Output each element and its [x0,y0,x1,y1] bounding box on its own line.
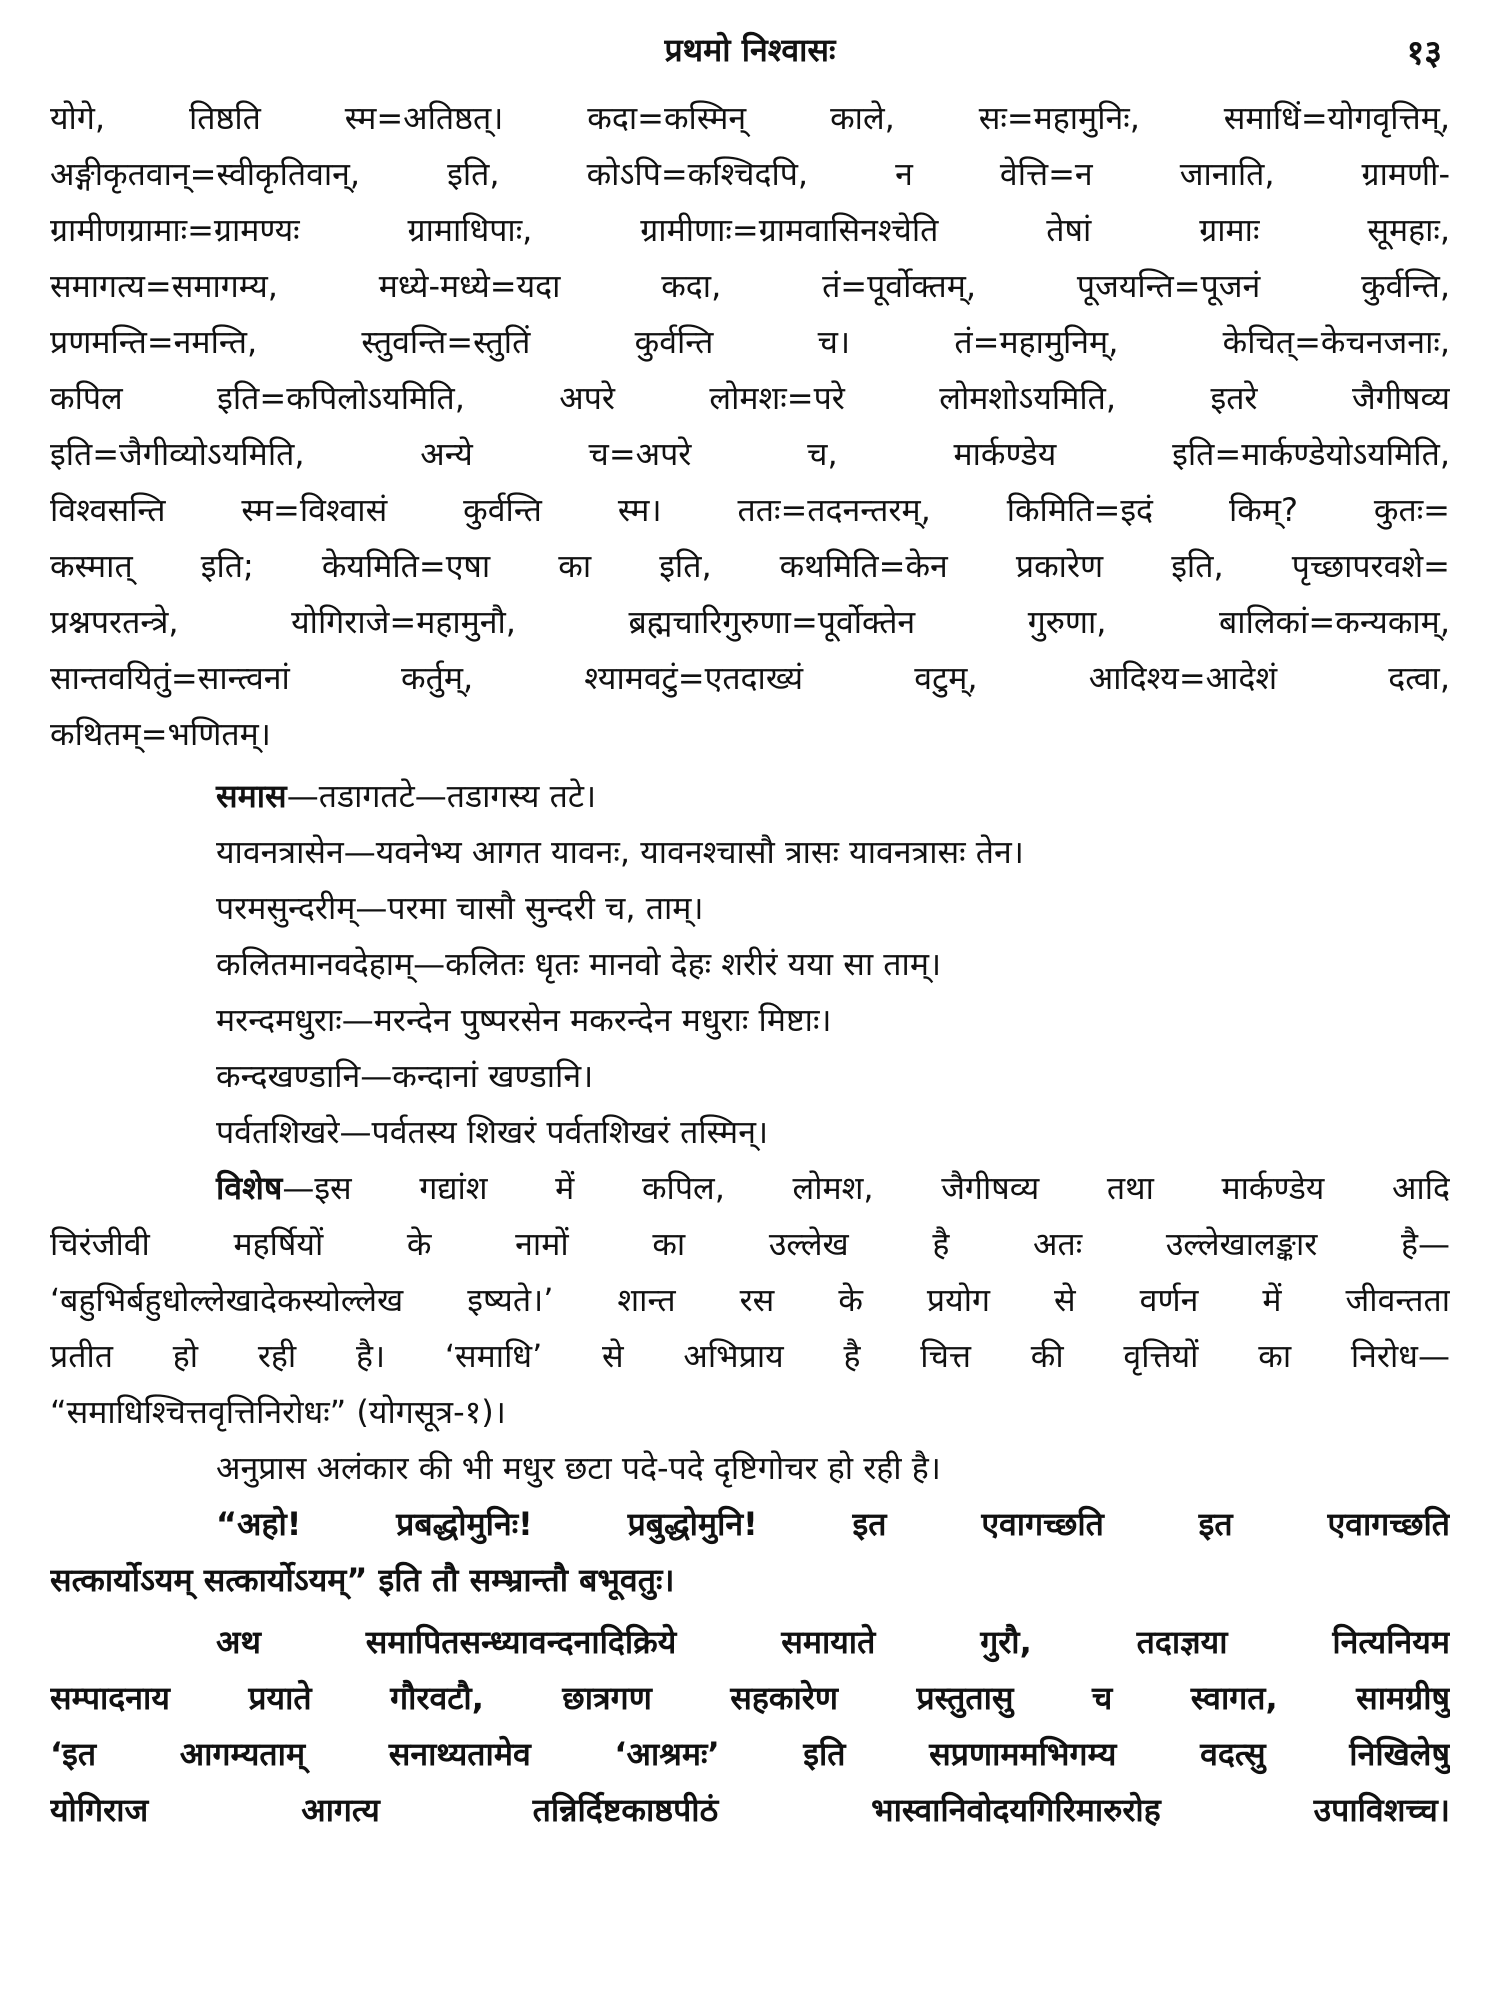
quote-section [50,1496,1450,1608]
commentary-line: विश्वसन्ति स्म=विश्वासं कुर्वन्ति स्म। ततः=तदनन्तरम्, किमिति=इदं किम्? कुतः= [50,491,1450,529]
vishesh-section [50,1160,1450,1440]
vishesh-first-text: —इस गद्यांश में कपिल, लोमश, जैगीषव्य तथा मार्कण्डेय आदि [282,1169,1450,1207]
commentary-line: योगे, तिष्ठति स्म=अतिष्ठत्। कदा=कस्मिन् काले, सः=महामुनिः, समाधिं=योगवृत्तिम्, [50,99,1450,137]
commentary-block [50,90,1450,762]
vishesh-first-line [50,1160,1450,1216]
page-header [50,28,1450,90]
commentary-line: ग्रामीणग्रामाः=ग्रामण्यः ग्रामाधिपाः, ग्रामीणाः=ग्रामवासिनश्चेति तेषां ग्रामाः सूमहाः, [50,211,1450,249]
final-paragraph [50,1614,1450,1838]
samas-line: परमसुन्दरीम्—परमा चासौ सुन्दरी च, ताम्। [216,889,704,927]
samas-first-text: —तडागतटे—तडागस्य तटे। [286,777,597,815]
samas-section [50,768,1450,1160]
final-paragraph-line: सम्पादनाय प्रयाते गौरवटौ, छात्रगण सहकारेण प्रस्तुतासु च स्वागत, सामग्रीषु [50,1679,1450,1717]
vishesh-label: विशेष [216,1169,283,1207]
samas-label: समास [216,777,287,815]
anupras-line: अनुप्रास अलंकार की भी मधुर छटा पदे-पदे दृष्टिगोचर हो रही है। [216,1449,941,1487]
samas-line: यावनत्रासेन—यवनेभ्य आगत यावनः, यावनश्चासौ त्रासः यावनत्रासः तेन। [216,833,1024,871]
commentary-line: कपिल इति=कपिलोऽयमिति, अपरे लोमशः=परे लोमशोऽयमिति, इतरे जैगीषव्य [50,379,1450,417]
final-paragraph-line: ‘इत आगम्यताम् सनाथ्यतामेव ‘आश्रमः’ इति सप्रणाममभिगम्य वदत्सु निखिलेषु [50,1735,1450,1773]
samas-line: पर्वतशिखरे—पर्वतस्य शिखरं पर्वतशिखरं तस्मिन्। [216,1113,769,1151]
samas-line: कलितमानवदेहाम्—कलितः धृतः मानवो देहः शरीरं यया सा ताम्। [216,945,942,983]
vishesh-line: ‘बहुभिर्बहुधोल्लेखादेकस्योल्लेख इष्यते।’ शान्त रस के प्रयोग से वर्णन में जीवन्तता [50,1281,1450,1319]
vishesh-line: “समाधिश्चित्तवृत्तिनिरोधः” (योगसूत्र-१)। [50,1393,506,1431]
vishesh-line: प्रतीत हो रही है। ‘समाधि’ से अभिप्राय है चित्त की वृत्तियों का निरोध— [50,1337,1450,1375]
final-paragraph-line: अथ समापितसन्ध्यावन्दनादिक्रिये समायाते गुरौ, तदाज्ञया नित्यनियम [216,1623,1450,1661]
samas-line: मरन्दमधुराः—मरन्देन पुष्परसेन मकरन्देन मधुराः मिष्टाः। [216,1001,832,1039]
samas-line: कन्दखण्डानि—कन्दानां खण्डानि। [216,1057,594,1095]
commentary-line: कथितम्=भणितम्। [50,715,271,753]
commentary-line: प्रश्नपरतन्त्रे, योगिराजे=महामुनौ, ब्रह्मचारिगुरुणा=पूर्वोक्तेन गुरुणा, बालिकां=कन्यकाम्, [50,603,1450,641]
commentary-line: इति=जैगीव्योऽयमिति, अन्ये च=अपरे च, मार्कण्डेय इति=मार्कण्डेयोऽयमिति, [50,435,1450,473]
commentary-line: समागत्य=समागम्य, मध्ये-मध्ये=यदा कदा, तं=पूर्वोक्तम्, पूजयन्ति=पूजनं कुर्वन्ति, [50,267,1450,305]
commentary-line: सान्तवयितुं=सान्त्वनां कर्तुम्, श्यामवटुं=एतदाख्यं वटुम्, आदिश्य=आदेशं दत्वा, [50,659,1450,697]
samas-first-line [50,768,1450,824]
commentary-line: अङ्गीकृतवान्=स्वीकृतिवान्, इति, कोऽपि=कश्चिदपि, न वेत्ति=न जानाति, ग्रामणी- [50,155,1450,193]
final-paragraph-line: योगिराज आगत्य तन्निर्दिष्टकाष्ठपीठं भास्वानिवोदयगिरिमारुरोह उपाविशच्च। [50,1791,1450,1829]
page-number: १३ [1406,33,1442,73]
quote-line-1: “अहो! प्रबद्धोमुनिः! प्रबुद्धोमुनि! इत एवागच्छति इत एवागच्छति [216,1505,1450,1543]
running-title: प्रथमो निश्वासः [664,31,836,69]
commentary-line: प्रणमन्ति=नमन्ति, स्तुवन्ति=स्तुतिं कुर्वन्ति च। तं=महामुनिम्, केचित्=केचनजनाः, [50,323,1450,361]
quote-line-2: सत्कार्योऽयम् सत्कार्योऽयम्” इति तौ सम्भ्रान्तौ बभूवतुः। [50,1561,675,1599]
vishesh-line: चिरंजीवी महर्षियों के नामों का उल्लेख है अतः उल्लेखालङ्कार है— [50,1225,1450,1263]
commentary-line: कस्मात् इति; केयमिति=एषा का इति, कथमिति=केन प्रकारेण इति, पृच्छापरवशे= [50,547,1450,585]
